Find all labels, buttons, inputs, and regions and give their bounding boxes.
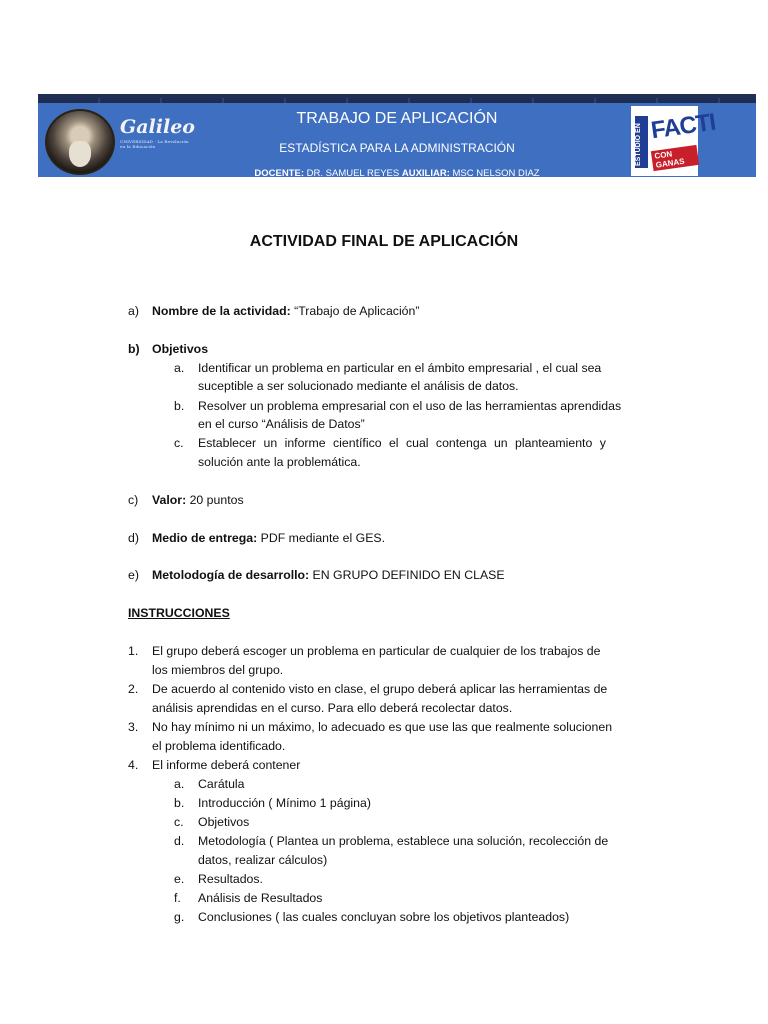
report-part-e-marker: e. xyxy=(174,872,185,886)
galileo-university-logo: Galileo UNIVERSIDAD · La Revolución en la Educación xyxy=(120,116,195,149)
report-part-d-line1: Metodología ( Plantea un problema, establece una solución, recolección de xyxy=(198,834,609,848)
objective-b-marker: b. xyxy=(174,399,185,413)
item-b-marker: b) xyxy=(128,342,140,356)
banner-top-stripe xyxy=(38,98,756,103)
instructions-heading: INSTRUCCIONES xyxy=(128,606,230,620)
instruction-4-marker: 4. xyxy=(128,758,139,772)
objective-a-line1: Identificar un problema en particular en el ámbito empresarial , el cual sea xyxy=(198,361,602,375)
item-c-marker: c) xyxy=(128,493,139,507)
instruction-1-line2: los miembros del grupo. xyxy=(152,663,284,677)
report-part-b: Introducción ( Mínimo 1 página) xyxy=(198,796,371,810)
instruction-2-marker: 2. xyxy=(128,682,139,696)
item-a-activity-name: Nombre de la actividad: “Trabajo de Aplicación” xyxy=(152,304,420,318)
item-b-objectives-heading: Objetivos xyxy=(152,342,209,356)
objective-b-line1: Resolver un problema empresarial con el uso de las herramientas aprendidas xyxy=(198,399,622,413)
report-part-b-marker: b. xyxy=(174,796,185,810)
item-e-methodology: Metolodogía de desarrollo: EN GRUPO DEFINIDO EN CLASE xyxy=(152,568,505,582)
instruction-2-line1: De acuerdo al contenido visto en clase, el grupo deberá aplicar las herramientas de xyxy=(152,682,608,696)
document-title: ACTIVIDAD FINAL DE APLICACIÓN xyxy=(249,233,519,250)
item-d-delivery: Medio de entrega: PDF mediante el GES. xyxy=(152,531,386,545)
instruction-4-line1: El informe deberá contener xyxy=(152,758,301,772)
instruction-3-line2: el problema identificado. xyxy=(152,739,286,753)
report-part-g-marker: g. xyxy=(174,910,185,924)
report-part-c-marker: c. xyxy=(174,815,184,829)
objective-c-line2: solución ante la problemática. xyxy=(198,455,361,469)
banner-staff-line: DOCENTE: DR. SAMUEL REYES AUXILIAR: MSC NELSON DIAZ xyxy=(254,168,540,177)
instruction-3-marker: 3. xyxy=(128,720,139,734)
report-part-a: Carátula xyxy=(198,777,245,791)
item-d-marker: d) xyxy=(128,531,139,545)
objective-b-line2: en el curso “Análisis de Datos” xyxy=(198,417,365,431)
banner-subtitle: ESTADÍSTICA PARA LA ADMINISTRACIÓN xyxy=(279,141,515,155)
banner-title: TRABAJO DE APLICACIÓN xyxy=(296,110,498,127)
item-c-value: Valor: 20 puntos xyxy=(152,493,244,507)
report-part-g: Conclusiones ( las cuales concluyan sobre los objetivos planteados) xyxy=(198,910,570,924)
objective-c-line1: Establecer un informe científico el cual contenga un planteamiento y xyxy=(198,436,606,450)
report-part-e: Resultados. xyxy=(198,872,263,886)
item-a-marker: a) xyxy=(128,304,139,318)
instruction-2-line2: análisis aprendidas en el curso. Para ello deberá recolectar datos. xyxy=(152,701,513,715)
report-part-f: Análisis de Resultados xyxy=(198,891,323,905)
header-banner xyxy=(38,94,756,177)
objective-a-line2: suceptible a ser solucionado mediante el análisis de datos. xyxy=(198,379,519,393)
objective-a-marker: a. xyxy=(174,361,185,375)
instruction-1-line1: El grupo deberá escoger un problema en particular de cualquier de los trabajos de xyxy=(152,644,601,658)
instruction-1-marker: 1. xyxy=(128,644,139,658)
instruction-3-line1: No hay mínimo ni un máximo, lo adecuado es que use las que realmente solucionen xyxy=(152,720,613,734)
report-part-c: Objetivos xyxy=(198,815,250,829)
report-part-f-marker: f. xyxy=(174,891,181,905)
report-part-d-marker: d. xyxy=(174,834,185,848)
report-part-d-line2: datos, realizar cálculos) xyxy=(198,853,328,867)
item-e-marker: e) xyxy=(128,568,139,582)
report-part-a-marker: a. xyxy=(174,777,185,791)
estudio-facti-logo: ESTUDIO EN FACTI CON GANAS xyxy=(631,106,698,176)
objective-c-marker: c. xyxy=(174,436,184,450)
